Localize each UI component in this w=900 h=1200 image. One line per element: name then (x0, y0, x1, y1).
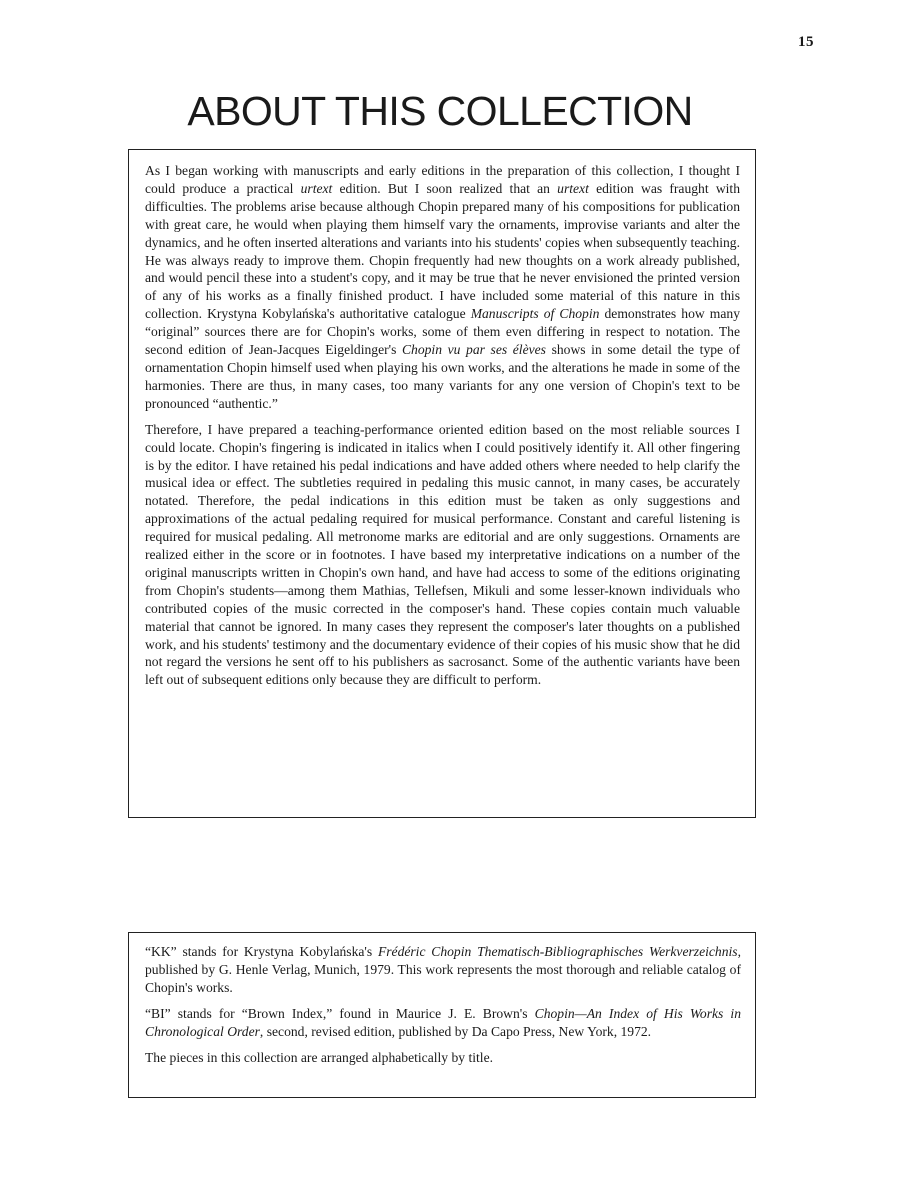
bi-note: “BI” stands for “Brown Index,” found in Maurice J. E. Brown's Chopin—An Index of His Works in Chronological Order, second, revised edition, published by Da Capo Press, New York, 1972. (145, 1005, 741, 1039)
kk-note: “KK” stands for Krystyna Kobylańska's Frédéric Chopin Thematisch-Bibliographisches Werkverzeichnis, published by G. Henle Verlag, Munich, 1979. This work represents the most thorough and reliable catalog of Chopin's works. (145, 944, 741, 995)
page-title: ABOUT THIS COLLECTION (187, 88, 693, 134)
italic-title: Manuscripts of Chopin (470, 306, 600, 322)
intro-paragraph: As I began working with manuscripts and early editions in the preparation of this collection, I thought I could produce a practical urtext edition. But I soon realized that an urtext edition was fraught with difficulties. The problems arise because although Chopin prepared many of his compositions for publication with great care, he would when playing them himself vary the ornaments, improvise variants and alter the dynamics, and he often inserted alterations and variants into his students' copies when subsequently teaching. He was always ready to improve them. Chopin frequently had new thoughts on a work already published, and would pencil these into a student's copy, and it may be true that he never envisioned the printed version of any of his works as a finally finished product. I have included some material of this nature in this collection. Krystyna Kobylańska's authoritative catalogue Manuscripts of Chopin demonstrates how many “original” sources there are for Chopin's works, some of them even differing in respect to notation. The second edition of Jean-Jacques Eigeldinger's Chopin vu par ses élèves shows in some detail the type of ornamentation Chopin himself used when playing his own works, and the alterations he made in some of the harmonies. There are thus, in many cases, too many variants for any one version of Chopin's text to be pronounced “authentic.” (145, 163, 741, 411)
about-collection-box (128, 149, 756, 818)
italic-title: Chopin—An Index of His Works in Chronological Order (145, 1005, 741, 1039)
arrangement-note: The pieces in this collection are arranged alphabetically by title. (145, 1049, 494, 1065)
page-number: 15 (798, 34, 814, 50)
italic-title: Chopin vu par ses élèves (401, 342, 546, 358)
italic-title: urtext (300, 180, 333, 196)
edition-paragraph: Therefore, I have prepared a teaching-performance oriented edition based on the most reliable sources I could locate. Chopin's fingering is indicated in italics when I could positively identify it. All other fingering is by the editor. I have retained his pedal indications and have added others where needed to help clarify the musical idea or effect. The subtleties required in pedaling this music cannot, in many cases, be accurately notated. Therefore, the pedal indications in this edition must be taken as only suggestions and approximations of the actual pedaling required for musical performance. Constant and careful listening is required for musical pedaling. All metronome marks are editorial and are only suggestions. Ornaments are realized either in the score or in footnotes. I have based my interpretative indications on a number of the original manuscripts written in Chopin's own hand, and have had access to some of the editions originating from Chopin's students—among them Mathias, Tellefsen, Mikuli and some lesser-known individuals who contributed copies of the music corrected in the composer's hand. These copies contain much valuable material that cannot be ignored. In many cases they represent the composer's later thoughts on a published work, and his students' testimony and the documentary evidence of their copies of his music show that he did not regard the versions he sent off to his publishers as sacrosanct. Some of the authentic variants have been left out of subsequent editions only because they are difficult to perform. (145, 421, 740, 688)
italic-title: urtext (557, 180, 589, 196)
italic-title: Frédéric Chopin Thematisch-Bibliographisches Werkverzeichnis (377, 944, 738, 959)
abbreviations-note-box (128, 932, 756, 1098)
